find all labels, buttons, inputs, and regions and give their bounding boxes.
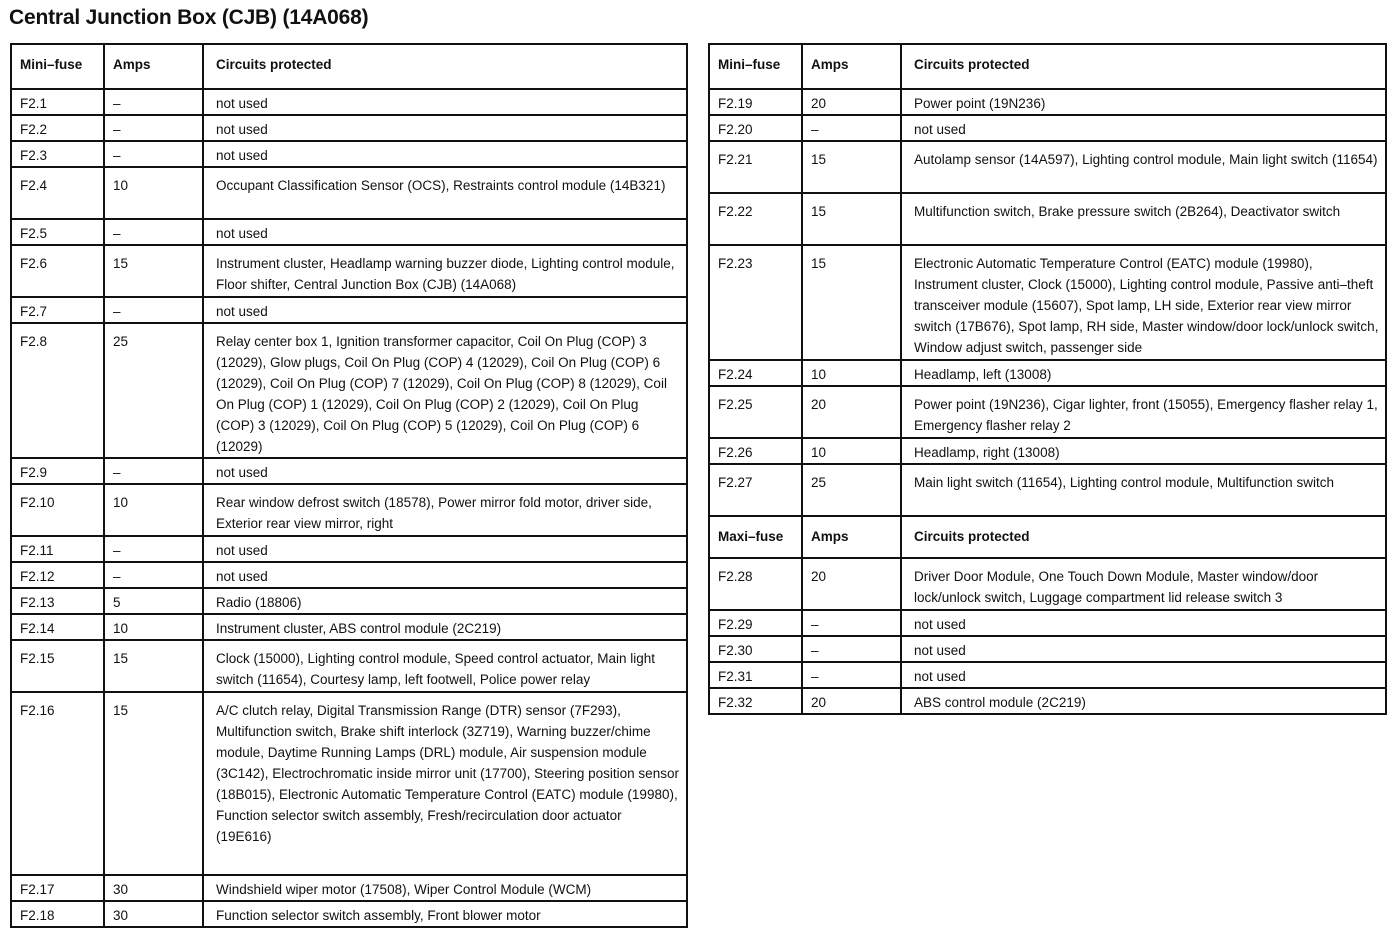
amps-cell: 20 — [802, 89, 901, 115]
circuits-cell: Relay center box 1, Ignition transformer capacitor, Coil On Plug (COP) 3 (12029), Glow plugs, Coil On Plug (COP) 4 (12029), Coil On Plug (COP) 6 (12029), Coil On Plug (COP) 7 (12029), Coil On Plug (COP) 8 (12029), Coil On Plug (COP) 1 (12029), Coil On Plug (COP) 2 (12029), Coil On Plug (COP) 3 (12029), Coil On Plug (COP) 5 (12029), Coil On Plug (COP) 6 (12029) — [203, 323, 687, 458]
fuse-id-cell: F2.17 — [11, 875, 104, 901]
fuse-id-cell: F2.27 — [709, 464, 802, 516]
circuits-cell: Function selector switch assembly, Front blower motor — [203, 901, 687, 927]
header-circuits: Circuits protected — [203, 44, 687, 89]
circuits-cell: not used — [203, 115, 687, 141]
header-circuits: Circuits protected — [901, 516, 1386, 558]
amps-cell: – — [104, 141, 203, 167]
amps-cell: 10 — [104, 484, 203, 536]
page-title: Central Junction Box (CJB) (14A068) — [9, 6, 369, 29]
circuits-cell: not used — [901, 115, 1386, 141]
amps-cell: 20 — [802, 558, 901, 610]
table-row — [709, 115, 1386, 141]
amps-cell: 5 — [104, 588, 203, 614]
fuse-id-cell: F2.3 — [11, 141, 104, 167]
header-fuse: Mini–fuse — [11, 44, 104, 89]
table-row — [11, 901, 687, 927]
fuse-id-cell: F2.15 — [11, 640, 104, 692]
fuse-id-cell: F2.26 — [709, 438, 802, 464]
circuits-cell: not used — [203, 219, 687, 245]
circuits-cell: Headlamp, left (13008) — [901, 360, 1386, 386]
circuits-cell: Rear window defrost switch (18578), Power mirror fold motor, driver side, Exterior rear view mirror, right — [203, 484, 687, 536]
amps-cell: 25 — [802, 464, 901, 516]
circuits-cell: Clock (15000), Lighting control module, Speed control actuator, Main light switch (11654), Courtesy lamp, left footwell, Police power relay — [203, 640, 687, 692]
amps-cell: 30 — [104, 875, 203, 901]
fuse-id-cell: F2.14 — [11, 614, 104, 640]
fuse-id-cell: F2.8 — [11, 323, 104, 458]
circuits-cell: Headlamp, right (13008) — [901, 438, 1386, 464]
fuse-id-cell: F2.1 — [11, 89, 104, 115]
fuse-id-cell: F2.5 — [11, 219, 104, 245]
fuse-id-cell: F2.19 — [709, 89, 802, 115]
table-row — [709, 193, 1386, 245]
circuits-cell: not used — [203, 141, 687, 167]
circuits-cell: not used — [203, 297, 687, 323]
header-fuse: Mini–fuse — [709, 44, 802, 89]
header-amps: Amps — [802, 44, 901, 89]
table-row — [709, 245, 1386, 360]
fuse-id-cell: F2.9 — [11, 458, 104, 484]
fuse-id-cell: F2.16 — [11, 692, 104, 875]
table-row — [709, 662, 1386, 688]
table-row — [709, 688, 1386, 714]
table-row — [709, 636, 1386, 662]
fuse-id-cell: F2.20 — [709, 115, 802, 141]
amps-cell: – — [104, 562, 203, 588]
circuits-cell: not used — [203, 562, 687, 588]
amps-cell: – — [802, 636, 901, 662]
amps-cell: – — [104, 458, 203, 484]
circuits-cell: not used — [203, 458, 687, 484]
fuse-id-cell: F2.23 — [709, 245, 802, 360]
fuse-id-cell: F2.31 — [709, 662, 802, 688]
table-row — [11, 484, 687, 536]
amps-cell: – — [104, 536, 203, 562]
circuits-cell: A/C clutch relay, Digital Transmission Range (DTR) sensor (7F293), Multifunction switch, Brake shift interlock (3Z719), Warning buzzer/chime module, Daytime Running Lamps (DRL) module, Air suspension module (3C142), Electrochromatic inside mirror unit (17700), Steering position sensor (18B015), Electronic Automatic Temperature Control (EATC) module (19980), Function selector switch assembly, Fresh/recirculation door actuator (19E616) — [203, 692, 687, 875]
circuits-cell: Occupant Classification Sensor (OCS), Restraints control module (14B321) — [203, 167, 687, 219]
amps-cell: 10 — [802, 438, 901, 464]
fuse-id-cell: F2.28 — [709, 558, 802, 610]
fuse-id-cell: F2.21 — [709, 141, 802, 193]
fuse-id-cell: F2.10 — [11, 484, 104, 536]
fuse-table-right — [708, 43, 1387, 715]
table-row — [11, 640, 687, 692]
fuse-id-cell: F2.13 — [11, 588, 104, 614]
amps-cell: 15 — [104, 692, 203, 875]
table-row — [11, 245, 687, 297]
table-row — [11, 458, 687, 484]
circuits-cell: Instrument cluster, Headlamp warning buzzer diode, Lighting control module, Floor shifter, Central Junction Box (CJB) (14A068) — [203, 245, 687, 297]
circuits-cell: not used — [901, 636, 1386, 662]
table-row — [709, 386, 1386, 438]
fuse-id-cell: F2.30 — [709, 636, 802, 662]
amps-cell: – — [104, 115, 203, 141]
table-row — [709, 89, 1386, 115]
table-row — [11, 219, 687, 245]
table-row — [11, 536, 687, 562]
amps-cell: 10 — [104, 614, 203, 640]
circuits-cell: ABS control module (2C219) — [901, 688, 1386, 714]
table-row — [11, 614, 687, 640]
circuits-cell: Instrument cluster, ABS control module (2C219) — [203, 614, 687, 640]
table-row — [11, 692, 687, 875]
fuse-id-cell: F2.24 — [709, 360, 802, 386]
header-amps: Amps — [104, 44, 203, 89]
circuits-cell: Autolamp sensor (14A597), Lighting control module, Main light switch (11654) — [901, 141, 1386, 193]
fuse-id-cell: F2.4 — [11, 167, 104, 219]
circuits-cell: Main light switch (11654), Lighting control module, Multifunction switch — [901, 464, 1386, 516]
table-row — [11, 875, 687, 901]
table-row — [709, 610, 1386, 636]
circuits-cell: Driver Door Module, One Touch Down Module, Master window/door lock/unlock switch, Luggage compartment lid release switch 3 — [901, 558, 1386, 610]
fuse-id-cell: F2.18 — [11, 901, 104, 927]
amps-cell: – — [104, 219, 203, 245]
amps-cell: 15 — [802, 141, 901, 193]
table-header-row — [11, 44, 687, 89]
table-row — [11, 115, 687, 141]
table-header-row — [709, 44, 1386, 89]
amps-cell: 15 — [802, 193, 901, 245]
circuits-cell: not used — [203, 536, 687, 562]
amps-cell: 15 — [104, 640, 203, 692]
header-circuits: Circuits protected — [901, 44, 1386, 89]
circuits-cell: Power point (19N236), Cigar lighter, front (15055), Emergency flasher relay 1, Emergency flasher relay 2 — [901, 386, 1386, 438]
header-fuse: Maxi–fuse — [709, 516, 802, 558]
circuits-cell: Multifunction switch, Brake pressure switch (2B264), Deactivator switch — [901, 193, 1386, 245]
circuits-cell: not used — [901, 610, 1386, 636]
table-row — [11, 297, 687, 323]
amps-cell: 15 — [802, 245, 901, 360]
amps-cell: 20 — [802, 386, 901, 438]
table-row — [709, 464, 1386, 516]
amps-cell: 30 — [104, 901, 203, 927]
amps-cell: – — [802, 115, 901, 141]
fuse-id-cell: F2.2 — [11, 115, 104, 141]
table-row — [709, 360, 1386, 386]
table-row — [11, 323, 687, 458]
amps-cell: 25 — [104, 323, 203, 458]
table-row — [11, 167, 687, 219]
fuse-id-cell: F2.7 — [11, 297, 104, 323]
amps-cell: – — [802, 662, 901, 688]
amps-cell: – — [104, 89, 203, 115]
fuse-id-cell: F2.29 — [709, 610, 802, 636]
table-row — [709, 141, 1386, 193]
circuits-cell: not used — [203, 89, 687, 115]
circuits-cell: Radio (18806) — [203, 588, 687, 614]
circuits-cell: Power point (19N236) — [901, 89, 1386, 115]
table-row — [709, 558, 1386, 610]
table-row — [11, 89, 687, 115]
fuse-id-cell: F2.32 — [709, 688, 802, 714]
maxi-header-row — [709, 516, 1386, 558]
amps-cell: 15 — [104, 245, 203, 297]
fuse-id-cell: F2.22 — [709, 193, 802, 245]
fuse-table-left — [10, 43, 688, 928]
amps-cell: 10 — [104, 167, 203, 219]
table-row — [709, 438, 1386, 464]
circuits-cell: Electronic Automatic Temperature Control (EATC) module (19980), Instrument cluster, Clock (15000), Lighting control module, Passive anti–theft transceiver module (15607), Spot lamp, LH side, Exterior rear view mirror switch (17B676), Spot lamp, RH side, Master window/door lock/unlock switch, Window adjust switch, passenger side — [901, 245, 1386, 360]
amps-cell: 10 — [802, 360, 901, 386]
amps-cell: 20 — [802, 688, 901, 714]
circuits-cell: Windshield wiper motor (17508), Wiper Control Module (WCM) — [203, 875, 687, 901]
table-row — [11, 141, 687, 167]
table-row — [11, 562, 687, 588]
header-amps: Amps — [802, 516, 901, 558]
amps-cell: – — [802, 610, 901, 636]
fuse-id-cell: F2.11 — [11, 536, 104, 562]
amps-cell: – — [104, 297, 203, 323]
circuits-cell: not used — [901, 662, 1386, 688]
fuse-id-cell: F2.6 — [11, 245, 104, 297]
fuse-id-cell: F2.25 — [709, 386, 802, 438]
table-row — [11, 588, 687, 614]
fuse-id-cell: F2.12 — [11, 562, 104, 588]
